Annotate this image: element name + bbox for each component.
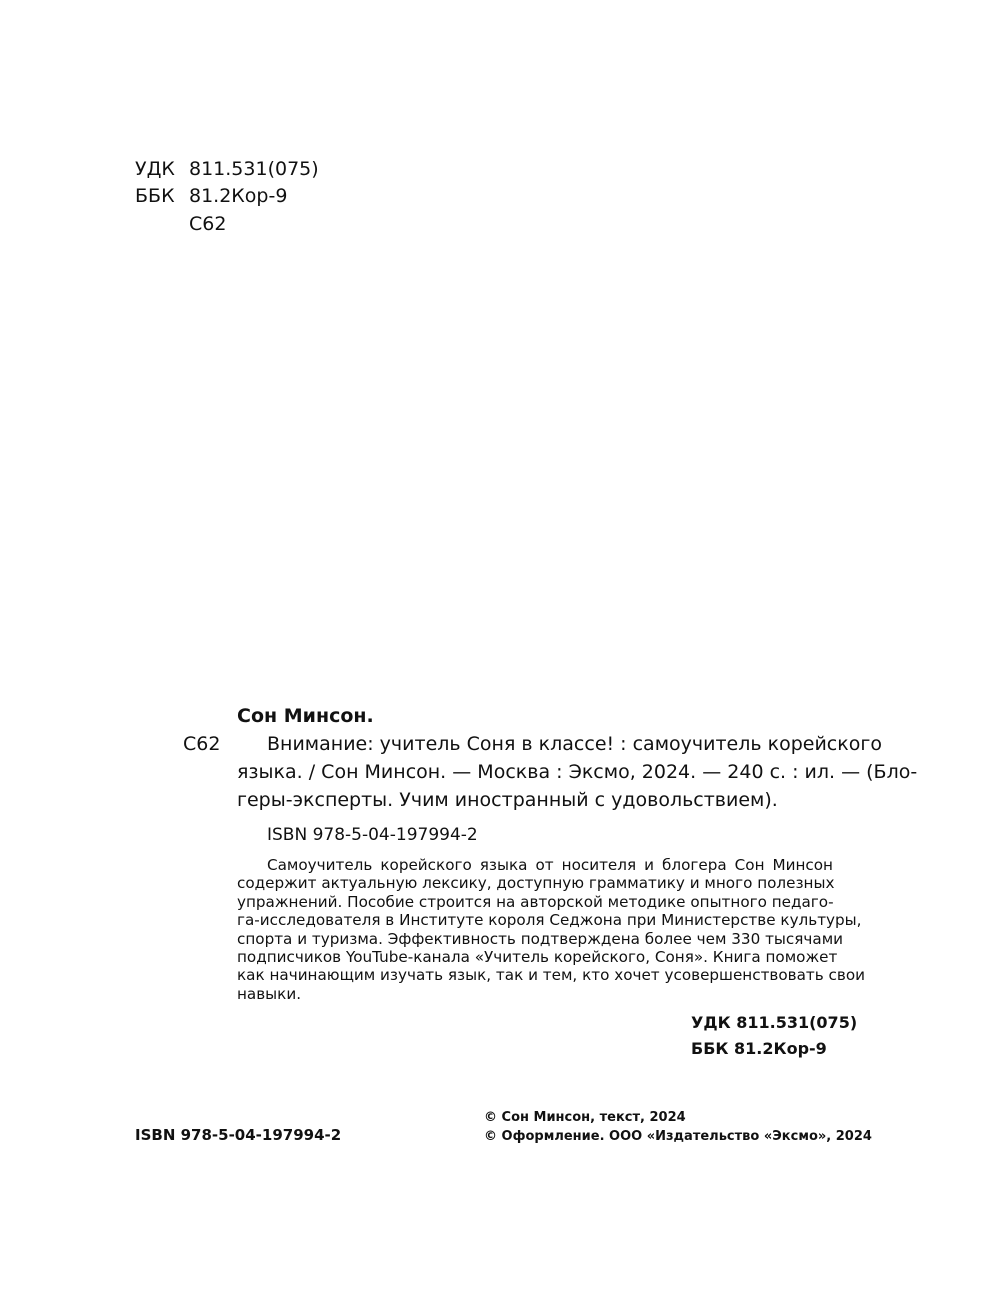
annotation-line: Самоучитель корейского языка от носителя и блогера Сон Минсон <box>267 856 833 874</box>
udk-label: УДК <box>135 158 175 180</box>
card-bbk: ББК 81.2Кор-9 <box>691 1039 827 1058</box>
author-mark: С62 <box>189 213 227 235</box>
card-author-mark: С62 <box>183 733 221 755</box>
annotation-line: навыки. <box>237 984 302 1003</box>
description-line: Внимание: учитель Соня в классе! : самоучитель корейского <box>267 733 882 755</box>
copyright-text: © Сон Минсон, текст, 2024 <box>484 1110 686 1125</box>
card-annotation <box>237 856 866 1003</box>
description-line: геры-эксперты. Учим иностранный с удовольствием). <box>237 789 778 811</box>
annotation-line: как начинающим изучать язык, так и тем, кто хочет усовершенствовать свои <box>237 966 866 985</box>
udk-value: 811.531(075) <box>189 158 319 180</box>
annotation-line: содержит актуальную лексику, доступную грамматику и много полезных <box>237 874 835 893</box>
annotation-line: га-исследователя в Институте короля Седжона при Министерстве культуры, <box>237 911 862 930</box>
card-udk: УДК 811.531(075) <box>691 1013 858 1032</box>
footer-isbn: ISBN 978-5-04-197994-2 <box>135 1126 342 1144</box>
card-author: Сон Минсон. <box>237 705 374 727</box>
description-line: языка. / Сон Минсон. — Москва : Эксмо, 2024. — 240 с. : ил. — (Бло- <box>237 761 918 783</box>
annotation-line: упражнений. Пособие строится на авторской методике опытного педаго- <box>237 892 834 911</box>
card-isbn: ISBN 978-5-04-197994-2 <box>267 825 478 845</box>
card-description <box>237 730 918 814</box>
annotation-line: подписчиков YouTube-канала «Учитель корейского, Соня». Книга поможет <box>237 948 838 967</box>
annotation-line: спорта и туризма. Эффективность подтверждена более чем 330 тысячами <box>237 929 844 948</box>
bbk-value: 81.2Кор-9 <box>189 185 288 207</box>
bbk-label: ББК <box>135 185 175 207</box>
copyright-design: © Оформление. ООО «Издательство «Эксмо», 2024 <box>484 1129 872 1144</box>
